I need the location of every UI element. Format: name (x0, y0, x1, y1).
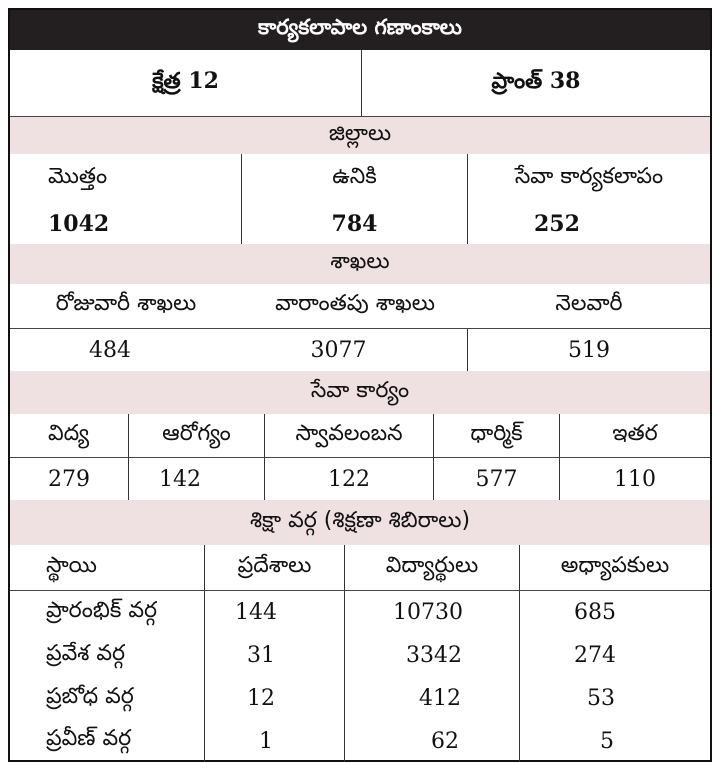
districts-value-total: 1042 (10, 204, 242, 244)
shiksha-places: 31 (205, 634, 345, 677)
seva-header-selfreliance: స్వావలంబన (265, 414, 434, 457)
shiksha-places: 12 (205, 677, 345, 720)
shiksha-teachers: 274 (574, 643, 616, 668)
shiksha-header-row (10, 545, 710, 591)
districts-header-total: మొత్తం (10, 154, 242, 204)
seva-value-health: 142 (129, 458, 265, 500)
shiksha-students: 62 (345, 720, 520, 762)
districts-header-presence: ఉనికి (242, 154, 468, 204)
shiksha-header-students: విద్యార్థులు (345, 545, 520, 590)
shiksha-students: 412 (345, 677, 520, 720)
shiksha-level: ప్రవీణ్ వర్గ (10, 720, 205, 762)
shiksha-teachers: 685 (574, 600, 616, 625)
shakhas-value-weekend: 3077 (210, 329, 468, 371)
shakhas-value-daily: 484 (89, 337, 131, 363)
seva-value-selfreliance: 122 (265, 458, 434, 500)
seva-value-religious: 577 (434, 458, 560, 500)
shakhas-header-daily: రోజువారీ శాఖలు (55, 291, 197, 316)
seva-value-education: 279 (10, 458, 129, 500)
table-row (10, 677, 710, 720)
districts-value-seva: 252 (534, 211, 580, 237)
table-row (10, 634, 710, 677)
shiksha-header-teachers: అధ్యాపకులు (560, 552, 670, 578)
shakhas-header-row (10, 284, 710, 329)
shiksha-header-places: ప్రదేశాలు (205, 545, 345, 590)
seva-header-education: విద్య (10, 414, 129, 457)
shiksha-places: 144 (205, 591, 345, 634)
shakhas-header-weekend: వారాంతపు శాఖలు (275, 291, 435, 316)
shiksha-heading: శిక్షా వర్గ (శిక్షణా శిబిరాలు) (10, 500, 710, 545)
seva-heading: సేవా కార్యం (10, 371, 710, 414)
table-title: కార్యకలాపాల గణాంకాలు (10, 10, 710, 50)
shakhas-header-monthly: నెలవారీ (555, 291, 623, 316)
seva-header-religious: ధార్మిక్ (434, 414, 560, 457)
shiksha-level: ప్రారంభిక్ వర్గ (10, 591, 205, 634)
shiksha-teachers: 5 (600, 728, 614, 754)
shiksha-teachers: 53 (587, 686, 615, 711)
shiksha-students: 10730 (345, 591, 520, 634)
table-row (10, 720, 710, 762)
shiksha-level: ప్రవేశ వర్గ (10, 634, 205, 677)
districts-value-row (10, 204, 710, 244)
districts-heading: జిల్లాలు (10, 117, 710, 154)
summary-row (10, 50, 710, 117)
shakhas-value-row (10, 329, 710, 371)
districts-value-presence: 784 (242, 204, 468, 244)
seva-value-row (10, 458, 710, 500)
shiksha-header-level: స్థాయి (10, 545, 205, 590)
shiksha-level: ప్రబోధ వర్గ (10, 677, 205, 720)
prant-count: ప్రాంత్ 38 (491, 67, 581, 94)
seva-value-other: 110 (614, 466, 656, 492)
districts-header-seva: సేవా కార్యకలాపం (514, 164, 664, 189)
seva-header-row (10, 414, 710, 458)
kshetra-count: క్షేత్ర 12 (10, 50, 362, 116)
shiksha-places: 1 (205, 720, 345, 762)
shiksha-students: 3342 (345, 634, 520, 677)
table-row (10, 591, 710, 634)
districts-header-row (10, 154, 710, 204)
seva-header-health: ఆరోగ్యం (129, 414, 265, 457)
shakhas-value-monthly: 519 (568, 337, 610, 363)
shakhas-heading: శాఖలు (10, 244, 710, 284)
statistics-table (8, 8, 712, 762)
seva-header-other: ఇతర (612, 420, 658, 446)
